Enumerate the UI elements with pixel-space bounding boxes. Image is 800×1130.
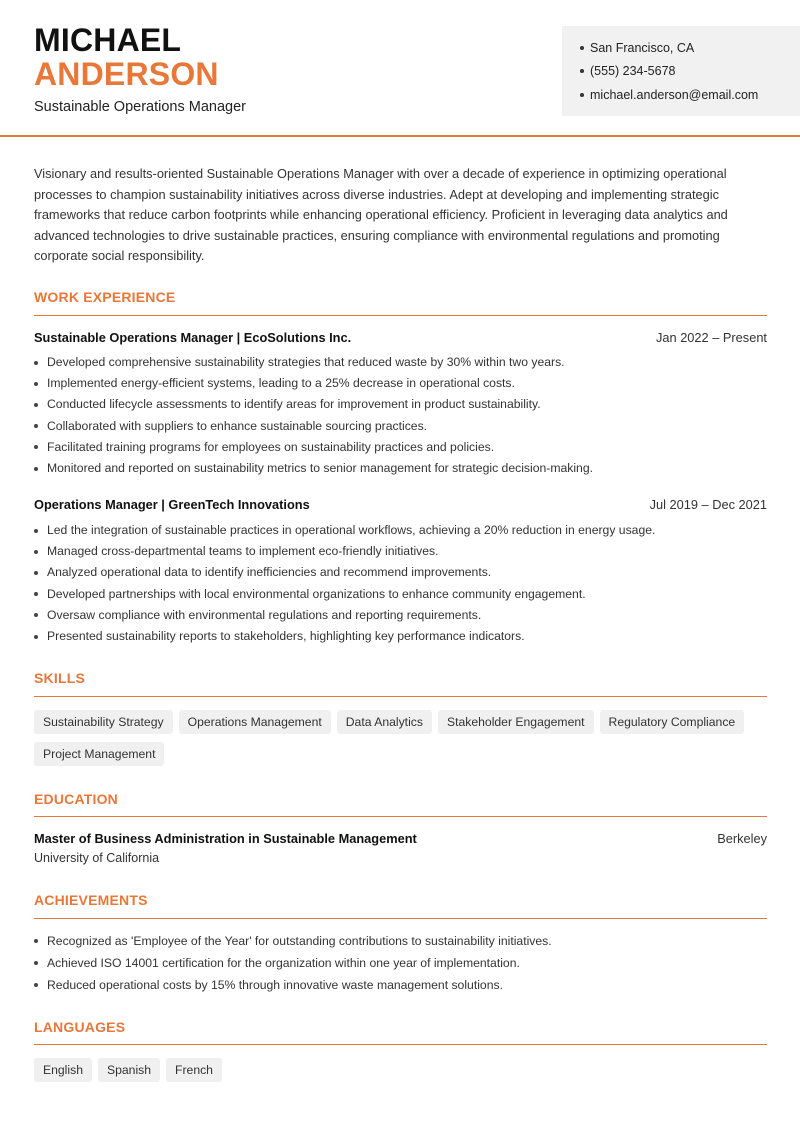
- bullet-text: Conducted lifecycle assessments to identify areas for improvement in product sustainability.: [47, 397, 541, 412]
- job-role: Sustainable Operations Manager: [34, 99, 246, 115]
- contact-email-text: michael.anderson@email.com: [590, 87, 759, 102]
- bullet-icon: [34, 571, 38, 575]
- skill-tag: Operations Management: [179, 710, 331, 734]
- education-location: Berkeley: [717, 831, 767, 846]
- list-item: [34, 352, 774, 373]
- skill-tag: Sustainability Strategy: [34, 710, 173, 734]
- section-divider: [34, 918, 767, 919]
- list-item: [34, 952, 774, 974]
- bullet-icon: [580, 46, 584, 50]
- language-tag: English: [34, 1058, 92, 1082]
- job-bullets: [34, 520, 774, 647]
- bullet-icon: [34, 961, 38, 965]
- contact-box: [562, 26, 800, 116]
- bullet-icon: [34, 424, 38, 428]
- bullet-icon: [34, 361, 38, 365]
- contact-phone-text: (555) 234-5678: [590, 64, 676, 79]
- bullet-icon: [580, 93, 584, 97]
- skill-tag: Data Analytics: [337, 710, 432, 734]
- section-divider: [34, 696, 767, 697]
- last-name: ANDERSON: [34, 56, 219, 92]
- bullet-icon: [34, 983, 38, 987]
- bullet-text: Developed comprehensive sustainability strategies that reduced waste by 30% within two years.: [47, 355, 565, 369]
- contact-location-text: San Francisco, CA: [590, 40, 695, 55]
- skill-tag: Stakeholder Engagement: [438, 710, 594, 734]
- skills-list: [34, 710, 774, 766]
- bullet-text: Implemented energy-efficient systems, leading to a 25% decrease in operational costs.: [47, 376, 515, 391]
- bullet-text: Led the integration of sustainable practices in operational workflows, achieving a 20% reduction in energy usage.: [47, 523, 656, 537]
- list-item: [34, 416, 774, 437]
- first-name: MICHAEL: [34, 22, 182, 58]
- job-header: [34, 497, 767, 512]
- achievements-list: [34, 930, 774, 996]
- section-divider: [34, 816, 767, 817]
- bullet-icon: [34, 939, 38, 943]
- skill-tag: Regulatory Compliance: [600, 710, 745, 734]
- list-item: [34, 930, 774, 952]
- section-title-education: EDUCATION: [34, 791, 118, 807]
- resume-header: [0, 0, 800, 137]
- section-divider: [34, 315, 767, 316]
- bullet-text: Presented sustainability reports to stakeholders, highlighting key performance indicators.: [47, 628, 525, 643]
- contact-location: [580, 36, 800, 60]
- bullet-text: Managed cross-departmental teams to implement eco-friendly initiatives.: [47, 544, 439, 559]
- professional-summary: Visionary and results-oriented Sustainable Operations Manager with over a decade of experience in optimizing operational processes to champion sustainability initiatives across diverse industries. Adept at developing and implementing strategic frameworks that reduce carbon footprints while enhancing operational efficiency. Proficient in leveraging data analytics and advanced technologies to drive sustainable practices, ensuring compliance with environmental regulations and promoting corporate social responsibility.: [34, 166, 728, 263]
- education-header: [34, 831, 767, 846]
- contact-email: [580, 83, 800, 107]
- list-item: [34, 974, 774, 996]
- bullet-text: Developed partnerships with local environmental organizations to enhance community engagement.: [47, 586, 586, 601]
- school-name: University of California: [34, 851, 160, 865]
- bullet-text: Recognized as 'Employee of the Year' for outstanding contributions to sustainability initiatives.: [47, 934, 552, 948]
- job-title: Operations Manager | GreenTech Innovations: [34, 497, 310, 512]
- list-item: [34, 520, 774, 541]
- section-title-skills: SKILLS: [34, 670, 85, 686]
- job-title: Sustainable Operations Manager | EcoSolutions Inc.: [34, 330, 352, 345]
- section-title-achievements: ACHIEVEMENTS: [34, 892, 148, 908]
- bullet-icon: [34, 467, 38, 471]
- list-item: [34, 437, 774, 458]
- bullet-text: Monitored and reported on sustainability metrics to senior management for strategic decision-making.: [47, 460, 593, 475]
- bullet-icon: [34, 445, 38, 449]
- languages-list: [34, 1058, 774, 1082]
- list-item: [34, 373, 774, 394]
- bullet-icon: [34, 613, 38, 617]
- bullet-text: Collaborated with suppliers to enhance sustainable sourcing practices.: [47, 418, 428, 433]
- job-bullets: [34, 352, 774, 479]
- job-date: Jul 2019 – Dec 2021: [649, 497, 767, 512]
- section-divider: [34, 1044, 767, 1045]
- list-item: [34, 584, 774, 605]
- bullet-text: Analyzed operational data to identify inefficiencies and recommend improvements.: [47, 565, 492, 580]
- language-tag: Spanish: [98, 1058, 160, 1082]
- bullet-text: Reduced operational costs by 15% through innovative waste management solutions.: [47, 978, 503, 992]
- job-header: [34, 330, 767, 345]
- language-tag: French: [166, 1058, 222, 1082]
- bullet-text: Oversaw compliance with environmental regulations and reporting requirements.: [47, 607, 482, 622]
- contact-phone: [580, 60, 800, 84]
- section-title-work: WORK EXPERIENCE: [34, 289, 176, 305]
- bullet-icon: [580, 69, 584, 73]
- bullet-text: Facilitated training programs for employees on sustainability practices and policies.: [47, 439, 495, 454]
- list-item: [34, 605, 774, 626]
- bullet-icon: [34, 529, 38, 533]
- degree: Master of Business Administration in Sustainable Management: [34, 831, 417, 846]
- list-item: [34, 458, 774, 479]
- skill-tag: Project Management: [34, 742, 164, 766]
- list-item: [34, 541, 774, 562]
- list-item: [34, 626, 774, 647]
- bullet-text: Achieved ISO 14001 certification for the organization within one year of implementation.: [47, 956, 520, 970]
- bullet-icon: [34, 592, 38, 596]
- bullet-icon: [34, 382, 38, 386]
- bullet-icon: [34, 403, 38, 407]
- candidate-name: [34, 23, 219, 91]
- section-title-languages: LANGUAGES: [34, 1019, 126, 1035]
- bullet-icon: [34, 550, 38, 554]
- job-date: Jan 2022 – Present: [656, 330, 767, 345]
- list-item: [34, 394, 774, 415]
- bullet-icon: [34, 635, 38, 639]
- list-item: [34, 562, 774, 583]
